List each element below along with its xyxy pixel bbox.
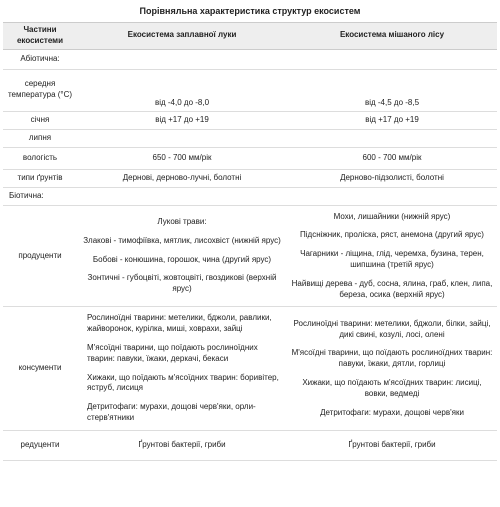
forest-producer-item: Мохи, лишайники (нижній ярус) — [333, 211, 451, 221]
meadow-producer-item: Зонтичні - губоцвіті, жовтоцвіті, гвоздикові (верхній ярус) — [87, 273, 277, 294]
meadow-producer-item: Лукові трави: — [157, 216, 207, 226]
forest-cell: Дерново-підзолисті, болотні — [287, 169, 497, 187]
table-row — [3, 147, 497, 169]
table-row — [3, 129, 497, 147]
meadow-consumer-item: Детритофаги: мурахи, дощові черв'яки, орли-стерв'ятники — [87, 402, 256, 422]
meadow-producer-item: Злакові - тимофіївка, мятлик, лисохвіст (нижній ярус) — [83, 235, 281, 245]
table-row — [3, 187, 497, 205]
forest-consumer-item: М'ясоїдні тварини, що поїдають рослиноїдних тварин: павуки, їжаки, дятли, горлиці — [291, 348, 493, 369]
row-label: типи ґрунтів — [3, 169, 77, 187]
page-title: Порівняльна характеристика структур екосистем — [139, 6, 361, 16]
forest-consumer-item: Хижаки, що поїдають м'ясоїдних тварин: лисиці, вовки, ведмеді — [302, 377, 482, 398]
forest-consumer-item: Рослиноїдні тварини: метелики, бджоли, білки, зайці, дикі свині, козулі, лосі, олені — [293, 318, 491, 339]
biotic-label: Біотична: — [3, 187, 77, 205]
table-row — [3, 307, 497, 430]
forest-producer-item: Найвищі дерева - дуб, сосна, ялина, граб, клен, липа, береза, осика (верхній ярус) — [291, 278, 493, 299]
meadow-producer-item: Бобові - конюшина, горошок, чина (другий ярус) — [92, 254, 272, 264]
meadow-consumer-item: М'ясоїдні тварини, що поїдають рослиноїдних тварин: павуки, їжаки, деркачі, бекаси — [87, 342, 258, 363]
meadow-consumer-item: Рослиноїдні тварини: метелики, бджоли, равлики, жайворонок, курілка, миші, ховрахи, зайці — [87, 313, 272, 334]
row-label: продуценти — [3, 205, 77, 307]
meadow-cell: від -4,0 до -8,0 — [77, 69, 287, 111]
row-label: січня — [3, 111, 77, 129]
forest-producer-item: Підсніжник, проліска, ряст, анемона (другий ярус) — [300, 230, 484, 240]
row-label: редуценти — [3, 430, 77, 460]
meadow-cell: Дернові, дерново-лучні, болотні — [77, 169, 287, 187]
forest-cell: від +17 до +19 — [287, 111, 497, 129]
table-row — [3, 169, 497, 187]
forest-cell: Ґрунтові бактерії, гриби — [287, 430, 497, 460]
table-row — [3, 205, 497, 307]
header-forest: Екосистема мішаного лісу — [287, 23, 497, 50]
meadow-cell: від +17 до +19 — [77, 111, 287, 129]
table-row — [3, 49, 497, 69]
abiotic-label: Абіотична: — [3, 49, 77, 69]
ecosystem-comparison-table — [3, 22, 497, 461]
meadow-consumer-item: Хижаки, що поїдають м'ясоїдних тварин: боривітер, яструб, лисиця — [87, 372, 279, 393]
row-label: липня — [3, 129, 77, 147]
forest-cell: від -4,5 до -8,5 — [287, 69, 497, 111]
table-row — [3, 430, 497, 460]
meadow-cell: Ґрунтові бактерії, гриби — [77, 430, 287, 460]
table-row — [3, 69, 497, 111]
row-label: вологість — [3, 147, 77, 169]
header-parts: Частини екосистеми — [3, 23, 77, 50]
header-meadow: Екосистема заплавної луки — [77, 23, 287, 50]
forest-consumer-item: Детритофаги: мурахи, дощові черв'яки — [320, 407, 464, 417]
row-label: середня температура (°С) — [3, 69, 77, 111]
forest-producer-item: Чагарники - ліщина, глід, черемха, бузина, терен, шипшина (третій ярус) — [300, 249, 484, 269]
meadow-cell: 650 - 700 мм/рік — [77, 147, 287, 169]
row-label: консументи — [3, 307, 77, 430]
forest-cell: 600 - 700 мм/рік — [287, 147, 497, 169]
table-header-row — [3, 23, 497, 50]
table-row — [3, 111, 497, 129]
